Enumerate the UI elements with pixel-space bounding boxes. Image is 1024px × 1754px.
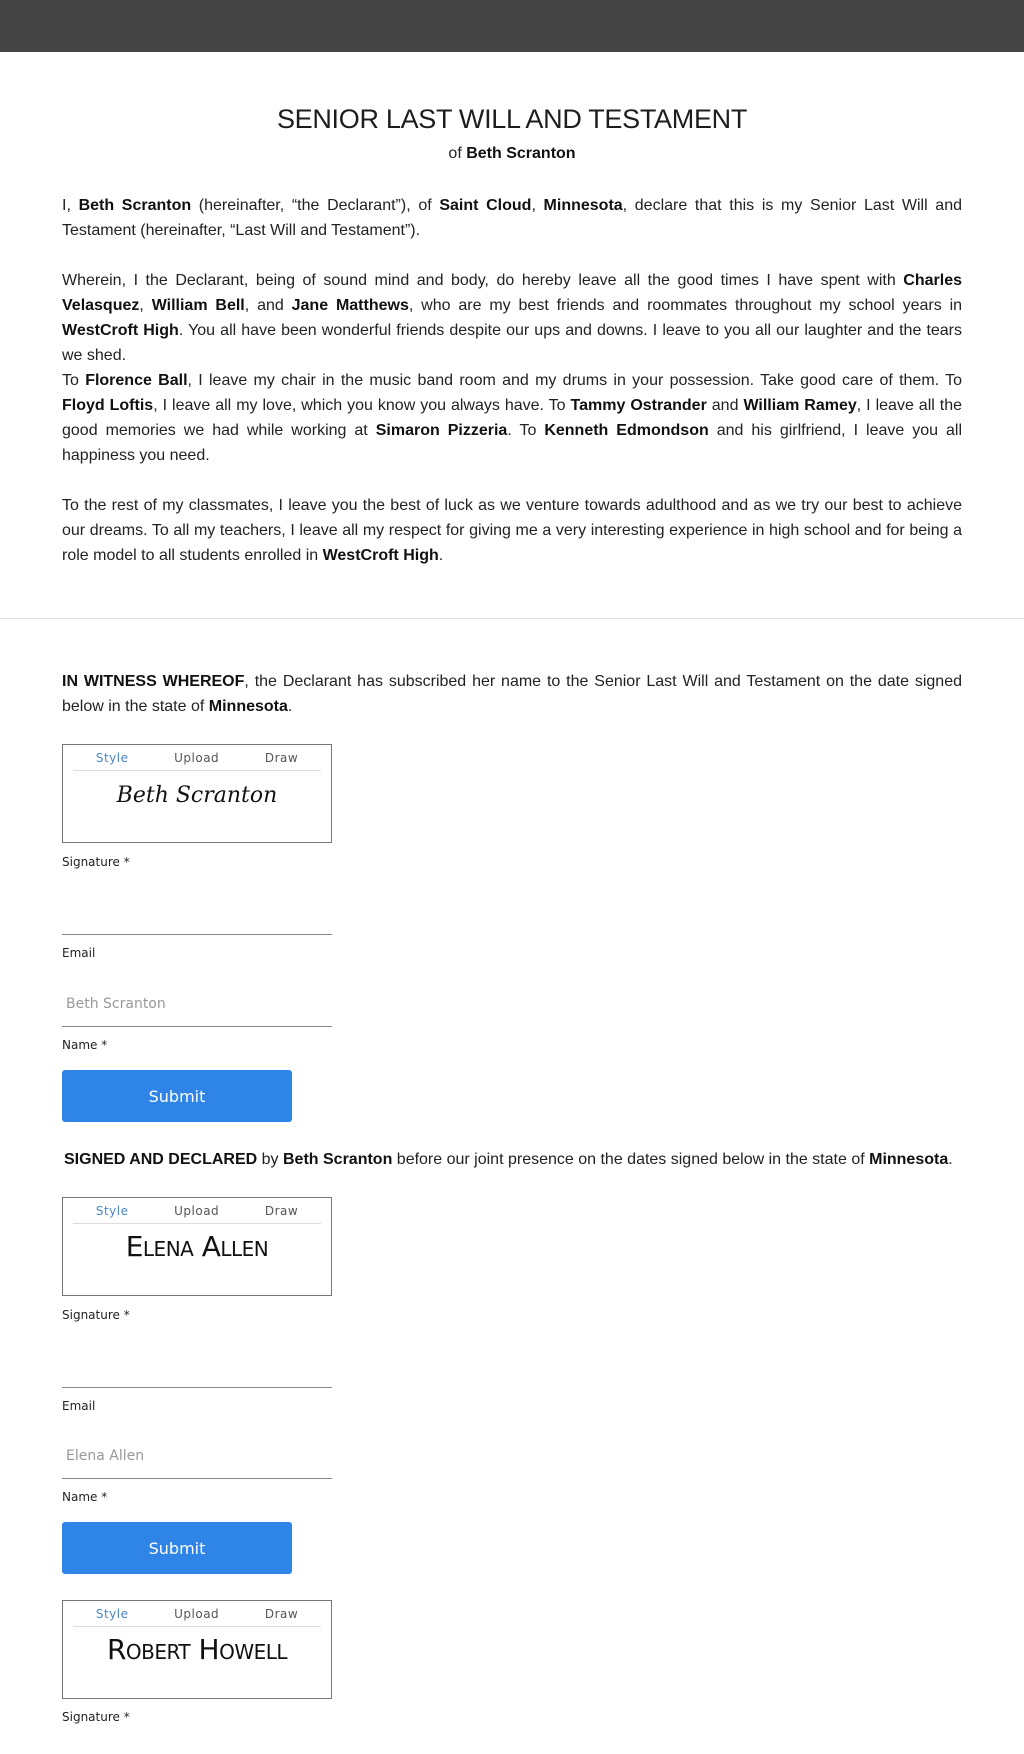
tab-upload[interactable]: Upload — [174, 751, 220, 765]
tab-style[interactable]: Style — [95, 1607, 129, 1621]
tab-upload[interactable]: Upload — [174, 1204, 220, 1218]
tab-style[interactable]: Style — [95, 751, 129, 765]
submit-button[interactable]: Submit — [62, 1522, 292, 1574]
page-title: SENIOR LAST WILL AND TESTAMENT — [276, 104, 748, 134]
email-input[interactable] — [62, 1387, 332, 1388]
name-label: Name * — [62, 1038, 108, 1052]
signature-label: Signature * — [62, 1710, 130, 1724]
signature-image: Beth Scranton — [116, 783, 278, 808]
subtitle: of Beth Scranton — [448, 145, 576, 162]
tab-draw[interactable]: Draw — [264, 1607, 299, 1621]
paragraph-friends: Wherein, I the Declarant, being of sound mind and body, do hereby leave all the good times I have spent with Charles Velasquez, William Bell, and Jane Matthews, who are my best friends and roommates throughout my school years in WestCroft High. You all have been wonderful friends despite our ups and downs. I leave to you all our laughter and the tears we shed. — [62, 272, 963, 364]
signature-pad[interactable] — [62, 1600, 332, 1699]
name-input[interactable]: Beth Scranton — [66, 996, 166, 1012]
name-input[interactable]: Elena Allen — [66, 1448, 145, 1464]
name-input-line — [62, 1026, 332, 1027]
tab-upload[interactable]: Upload — [174, 1607, 220, 1621]
name-label: Name * — [62, 1490, 108, 1504]
tab-draw[interactable]: Draw — [264, 1204, 299, 1218]
email-label: Email — [62, 1399, 96, 1413]
paragraph-bequests: To Florence Ball, I leave my chair in the music band room and my drums in your possession. Take good care of them. To Floyd Loftis, I leave all my love, which you know you always have. To Tammy Ostrander and William Ramey, I leave all the good memories we had while working at Simaron Pizzeria. To Kenneth Edmondson and his girlfriend, I leave you all happiness you need. — [62, 372, 963, 464]
divider — [0, 618, 1024, 619]
signature-image: Robert Howell — [106, 1633, 288, 1666]
signature-pad[interactable] — [62, 1197, 332, 1296]
paragraph-classmates: To the rest of my classmates, I leave you the best of luck as we venture towards adulthood and as we try our best to achieve our dreams. To all my teachers, I leave all my respect for giving me a very interesting experience in high school and for being a role model to all students enrolled in WestCroft High. — [62, 497, 962, 564]
email-input[interactable] — [62, 934, 332, 935]
tab-style[interactable]: Style — [95, 1204, 129, 1218]
signature-pad[interactable] — [62, 744, 332, 843]
name-input-line — [62, 1478, 332, 1479]
signature-label: Signature * — [62, 855, 130, 869]
top-bar — [0, 0, 1024, 52]
paragraph-signed: SIGNED AND DECLARED by Beth Scranton before our joint presence on the dates signed below in the state of Minnesota. — [64, 1151, 953, 1168]
submit-button[interactable]: Submit — [62, 1070, 292, 1122]
paragraph-witness: IN WITNESS WHEREOF, the Declarant has subscribed her name to the Senior Last Will and Testament on the date signed below in the state of Minnesota. — [62, 673, 962, 715]
email-label: Email — [62, 946, 96, 960]
signature-image: Elena Allen — [125, 1230, 269, 1263]
paragraph-intro: I, Beth Scranton (hereinafter, “the Declarant”), of Saint Cloud, Minnesota, declare that this is my Senior Last Will and Testament (hereinafter, “Last Will and Testament”). — [62, 197, 962, 239]
signature-label: Signature * — [62, 1308, 130, 1322]
tab-draw[interactable]: Draw — [264, 751, 299, 765]
